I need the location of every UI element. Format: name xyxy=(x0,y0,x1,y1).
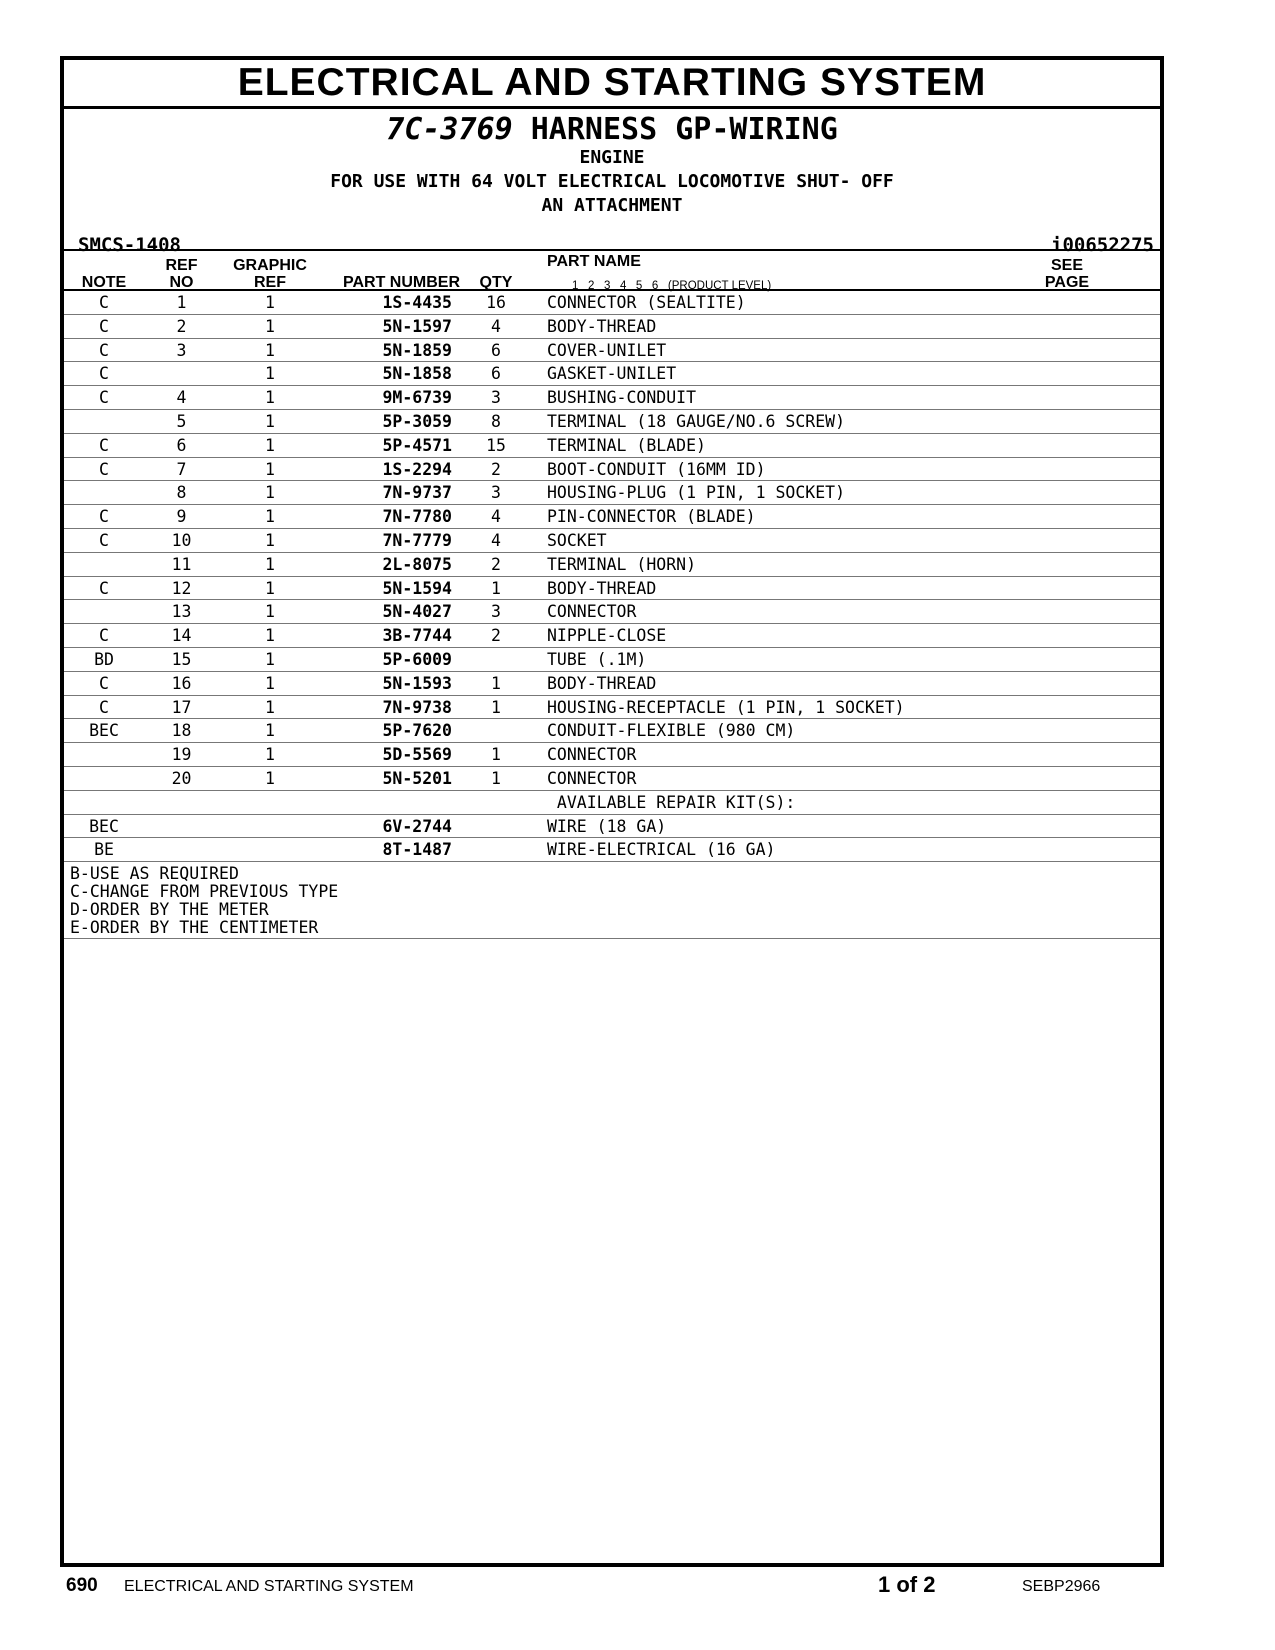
part-number-cell: 1S-2294 xyxy=(382,459,452,479)
col-graphic-header-1: GRAPHIC xyxy=(233,257,307,274)
part-name-cell: CONNECTOR xyxy=(547,602,637,622)
part-number-cell: 6V-2744 xyxy=(382,816,452,836)
table-row xyxy=(64,339,1160,363)
qty-cell: 4 xyxy=(491,507,501,527)
part-number-cell: 1S-4435 xyxy=(382,293,452,312)
graphic-ref-cell: 1 xyxy=(265,554,275,574)
table-row xyxy=(64,815,1160,839)
graphic-ref-cell: 1 xyxy=(265,507,275,527)
graphic-ref-cell: 1 xyxy=(265,340,275,360)
graphic-ref-cell: 1 xyxy=(265,459,275,479)
table-row xyxy=(64,577,1160,601)
ref-no-cell: 12 xyxy=(171,578,192,598)
ref-no-cell: 10 xyxy=(171,530,192,550)
col-see-header-2: PAGE xyxy=(1044,274,1090,291)
part-name-cell: BUSHING-CONDUIT xyxy=(547,388,697,408)
graphic-ref-cell: 1 xyxy=(265,649,275,669)
part-name-cell: HOUSING-RECEPTACLE (1 PIN, 1 SOCKET) xyxy=(547,697,905,717)
graphic-ref-cell: 1 xyxy=(265,721,275,741)
note-cell: BEC xyxy=(89,721,119,741)
table-row xyxy=(64,719,1160,743)
part-number-cell: 7N-9738 xyxy=(382,697,452,717)
part-name-cell: TERMINAL (HORN) xyxy=(547,554,697,574)
info-id: i00652275 xyxy=(1051,234,1154,256)
qty-cell: 15 xyxy=(486,435,506,455)
page-footer xyxy=(0,1572,1275,1605)
graphic-ref-cell: 1 xyxy=(265,673,275,693)
col-ref-header-1: REF xyxy=(165,257,198,274)
part-number-cell: 5N-1594 xyxy=(382,578,452,598)
table-row xyxy=(64,410,1160,434)
note-cell: C xyxy=(99,626,109,646)
note-cell: C xyxy=(99,507,109,527)
note-cell: C xyxy=(99,316,109,336)
table-row xyxy=(64,696,1160,720)
table-row xyxy=(64,481,1160,505)
table-row xyxy=(64,648,1160,672)
part-number-cell: 5P-3059 xyxy=(382,411,452,431)
qty-cell: 1 xyxy=(491,578,501,598)
note-cell: C xyxy=(99,388,109,408)
part-name-cell: TUBE (.1M) xyxy=(547,649,647,669)
qty-cell: 1 xyxy=(491,673,501,693)
part-number-cell: 5N-5201 xyxy=(382,768,452,788)
note-cell: C xyxy=(99,364,109,384)
part-name-cell: SOCKET xyxy=(547,530,607,550)
qty-cell: 1 xyxy=(491,745,501,765)
notes-legend xyxy=(64,862,1160,939)
note-cell: C xyxy=(99,578,109,598)
col-note-header: NOTE xyxy=(81,274,127,291)
part-name-cell: GASKET-UNILET xyxy=(547,364,677,384)
note-item: E-ORDER BY THE CENTIMETER xyxy=(70,918,319,938)
footer-page-number: 690 xyxy=(66,1575,98,1596)
table-row xyxy=(64,672,1160,696)
table-row xyxy=(64,767,1160,791)
part-name-cell: CONNECTOR (SEALTITE) xyxy=(547,293,746,312)
ref-no-cell: 15 xyxy=(171,649,192,669)
part-name-cell: COVER-UNILET xyxy=(547,340,667,360)
table-row xyxy=(64,458,1160,482)
qty-cell: 4 xyxy=(491,316,501,336)
part-name-cell: CONNECTOR xyxy=(547,768,637,788)
group-part-number: 7C-3769 xyxy=(386,112,513,147)
header-top-rule xyxy=(64,249,1160,251)
part-name-cell: BODY-THREAD xyxy=(547,673,657,693)
qty-cell: 2 xyxy=(491,554,501,574)
note-cell: C xyxy=(99,459,109,479)
col-part-name-header: PART NAME xyxy=(547,253,641,270)
note-cell: C xyxy=(99,530,109,550)
note-cell: BEC xyxy=(89,816,119,836)
part-number-cell: 5P-7620 xyxy=(382,721,452,741)
group-subtitle-2: FOR USE WITH 64 VOLT ELECTRICAL LOCOMOTIVE SHUT- OFF xyxy=(330,171,894,192)
table-row xyxy=(64,291,1160,315)
part-number-cell: 2L-8075 xyxy=(382,554,452,574)
qty-cell: 3 xyxy=(491,602,501,622)
table-row xyxy=(64,624,1160,648)
graphic-ref-cell: 1 xyxy=(265,578,275,598)
product-level-legend: 1 2 3 4 5 6 (PRODUCT LEVEL) xyxy=(572,280,772,292)
part-number-cell: 5P-6009 xyxy=(382,649,452,669)
table-row xyxy=(64,386,1160,410)
group-subtitle-3: AN ATTACHMENT xyxy=(541,195,683,216)
part-number-cell: 5N-1597 xyxy=(382,316,452,336)
graphic-ref-cell: 1 xyxy=(265,364,275,384)
qty-cell: 6 xyxy=(491,340,501,360)
part-name-cell: BODY-THREAD xyxy=(547,578,657,598)
part-name-cell: NIPPLE-CLOSE xyxy=(547,626,667,646)
ref-no-cell: 11 xyxy=(171,554,192,574)
part-name-cell: CONDUIT-FLEXIBLE (980 CM) xyxy=(547,721,796,741)
note-cell: C xyxy=(99,697,109,717)
ref-no-cell: 7 xyxy=(176,459,187,479)
qty-cell: 2 xyxy=(491,459,501,479)
table-row xyxy=(64,315,1160,339)
note-cell: BE xyxy=(94,840,114,860)
graphic-ref-cell: 1 xyxy=(265,435,275,455)
ref-no-cell: 2 xyxy=(176,316,187,336)
part-name-cell: PIN-CONNECTOR (BLADE) xyxy=(547,507,756,527)
graphic-ref-cell: 1 xyxy=(265,483,275,503)
ref-no-cell: 16 xyxy=(171,673,192,693)
table-row xyxy=(64,743,1160,767)
note-item: C-CHANGE FROM PREVIOUS TYPE xyxy=(70,882,339,902)
part-number-cell: 5N-1859 xyxy=(382,340,452,360)
graphic-ref-cell: 1 xyxy=(265,388,275,408)
part-name-cell: TERMINAL (BLADE) xyxy=(547,435,706,455)
graphic-ref-cell: 1 xyxy=(265,602,275,622)
part-number-cell: 7N-7780 xyxy=(382,507,452,527)
graphic-ref-cell: 1 xyxy=(265,411,275,431)
part-number-cell: 7N-7779 xyxy=(382,530,452,550)
part-name-cell: TERMINAL (18 GAUGE/NO.6 SCREW) xyxy=(547,411,846,431)
group-subtitle-1: ENGINE xyxy=(579,147,645,168)
ref-no-cell: 17 xyxy=(171,697,192,717)
graphic-ref-cell: 1 xyxy=(265,316,275,336)
note-cell: BD xyxy=(94,649,114,669)
part-number-cell: 3B-7744 xyxy=(382,626,452,646)
ref-no-cell: 6 xyxy=(176,435,187,455)
table-row xyxy=(64,838,1160,862)
footer-section: ELECTRICAL AND STARTING SYSTEM xyxy=(124,1578,414,1595)
col-ref-header-2: NO xyxy=(169,274,194,291)
smcs-code: SMCS-1408 xyxy=(78,234,181,256)
group-name: HARNESS GP-WIRING xyxy=(530,112,838,147)
ref-no-cell: 18 xyxy=(171,721,192,741)
note-item: D-ORDER BY THE METER xyxy=(70,900,269,920)
graphic-ref-cell: 1 xyxy=(265,697,275,717)
qty-cell: 1 xyxy=(491,768,501,788)
table-row xyxy=(64,362,1160,386)
part-number-cell: 8T-1487 xyxy=(382,840,452,860)
table-row xyxy=(64,553,1160,577)
ref-no-cell: 5 xyxy=(176,411,187,431)
part-number-cell: 7N-9737 xyxy=(382,483,452,503)
parts-table-body xyxy=(64,291,1160,939)
qty-cell: 4 xyxy=(491,530,501,550)
part-name-cell: BOOT-CONDUIT (16MM ID) xyxy=(547,459,766,479)
table-row xyxy=(64,600,1160,624)
qty-cell: 8 xyxy=(491,411,501,431)
table-row xyxy=(64,505,1160,529)
part-name-cell: WIRE-ELECTRICAL (16 GA) xyxy=(547,840,776,860)
table-row xyxy=(64,529,1160,553)
note-cell: C xyxy=(99,673,109,693)
footer-doc-id: SEBP2966 xyxy=(1022,1578,1101,1595)
part-number-cell: 5P-4571 xyxy=(382,435,452,455)
note-cell: C xyxy=(99,293,109,312)
ref-no-cell: 13 xyxy=(171,602,192,622)
table-row xyxy=(64,791,1160,815)
ref-no-cell: 9 xyxy=(176,507,187,527)
table-row xyxy=(64,434,1160,458)
part-number-cell: 5D-5569 xyxy=(382,745,452,765)
note-item: B-USE AS REQUIRED xyxy=(70,864,239,884)
graphic-ref-cell: 1 xyxy=(265,768,275,788)
part-number-cell: 5N-1593 xyxy=(382,673,452,693)
ref-no-cell: 8 xyxy=(176,483,187,503)
col-qty-header: QTY xyxy=(479,274,513,291)
graphic-ref-cell: 1 xyxy=(265,626,275,646)
note-cell: C xyxy=(99,435,109,455)
part-name-cell: BODY-THREAD xyxy=(547,316,657,336)
col-see-header-1: SEE xyxy=(1050,257,1083,274)
col-graphic-header-2: REF xyxy=(254,274,286,291)
col-part-number-header: PART NUMBER xyxy=(342,274,460,291)
ref-no-cell: 4 xyxy=(176,388,187,408)
part-name-cell: CONNECTOR xyxy=(547,745,637,765)
page-frame xyxy=(60,56,1164,1567)
part-name-cell: HOUSING-PLUG (1 PIN, 1 SOCKET) xyxy=(547,483,846,503)
part-number-cell: 9M-6739 xyxy=(382,388,452,408)
ref-no-cell: 3 xyxy=(176,340,187,360)
ref-no-cell: 1 xyxy=(176,293,187,312)
qty-cell: 3 xyxy=(491,388,501,408)
qty-cell: 6 xyxy=(491,364,501,384)
qty-cell: 16 xyxy=(486,293,506,312)
part-name-cell: AVAILABLE REPAIR KIT(S): xyxy=(547,792,796,812)
footer-sheet: 1 of 2 xyxy=(878,1572,936,1597)
ref-no-cell: 14 xyxy=(171,626,192,646)
note-cell: C xyxy=(99,340,109,360)
part-number-cell: 5N-4027 xyxy=(382,602,452,622)
part-number-cell: 5N-1858 xyxy=(382,364,452,384)
graphic-ref-cell: 1 xyxy=(265,293,275,312)
part-name-cell: WIRE (18 GA) xyxy=(547,816,667,836)
graphic-ref-cell: 1 xyxy=(265,745,275,765)
qty-cell: 3 xyxy=(491,483,501,503)
section-banner: ELECTRICAL AND STARTING SYSTEM xyxy=(64,60,1160,109)
group-title xyxy=(64,112,1160,148)
graphic-ref-cell: 1 xyxy=(265,530,275,550)
qty-cell: 1 xyxy=(491,697,501,717)
ref-no-cell: 20 xyxy=(171,768,192,788)
ref-no-cell: 19 xyxy=(171,745,192,765)
qty-cell: 2 xyxy=(491,626,501,646)
